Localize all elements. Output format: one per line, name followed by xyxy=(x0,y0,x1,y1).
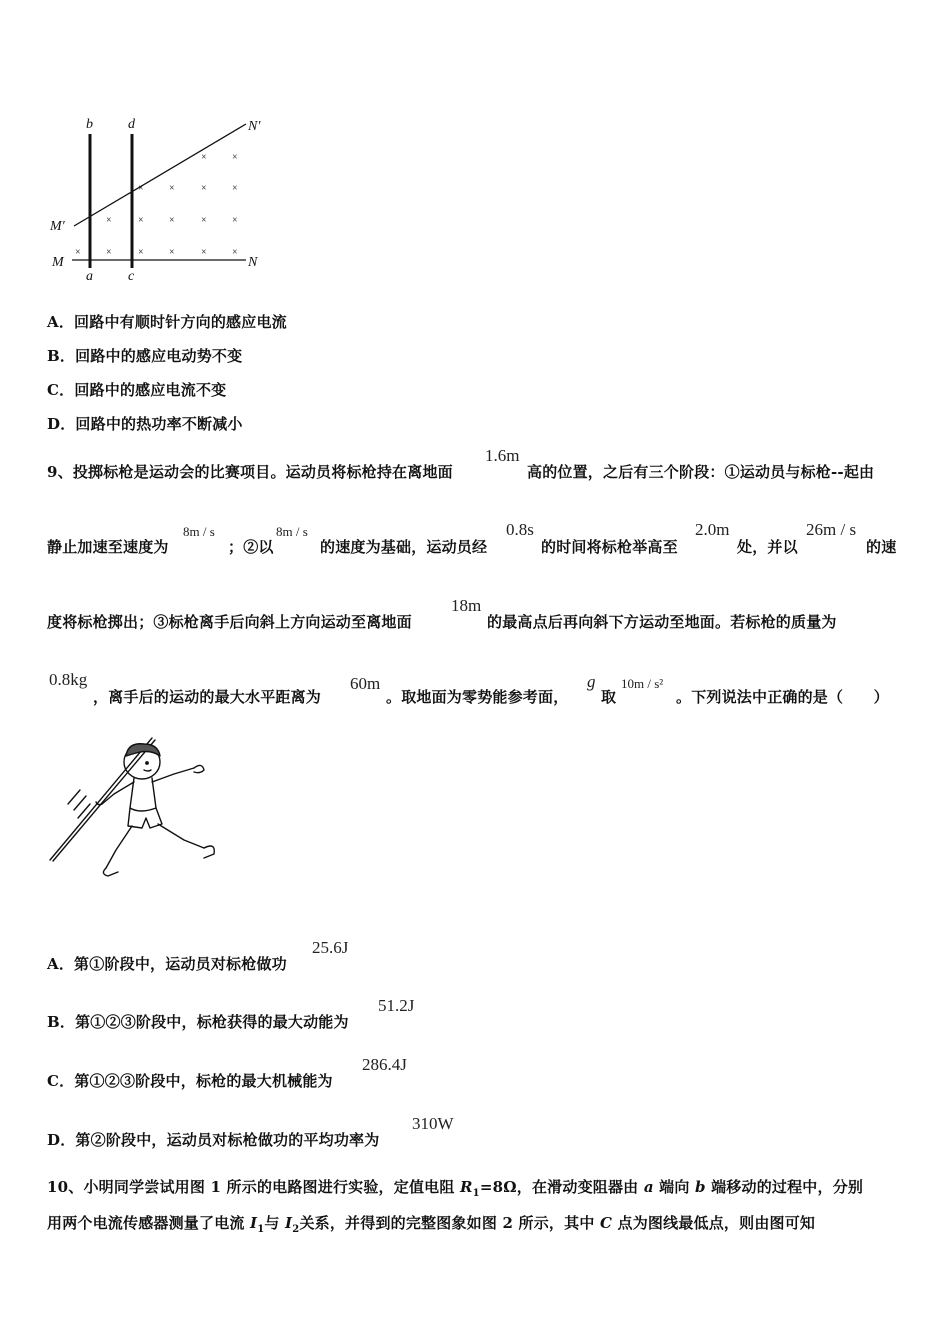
svg-text:×: × xyxy=(201,215,207,226)
label-m: M xyxy=(52,255,64,270)
svg-text:×: × xyxy=(138,183,144,194)
label-m-prime: M′ xyxy=(50,219,65,234)
svg-text:×: × xyxy=(201,152,207,163)
q9-line-2c: 的速度为基础，运动员经 xyxy=(320,538,488,556)
svg-text:×: × xyxy=(169,215,175,226)
label-a: a xyxy=(86,269,93,284)
q8-option-a: A．回路中有顺时针方向的感应电流 xyxy=(47,313,287,331)
label-c: c xyxy=(128,269,135,284)
svg-text:×: × xyxy=(232,215,238,226)
q9-option-b-value: 51.2J xyxy=(378,996,415,1015)
q9-g-value: 10m / s² xyxy=(621,676,664,691)
q9-option-d-value: 310W xyxy=(412,1114,454,1133)
q9-speed1-value: 8m / s xyxy=(183,524,215,539)
q9-option-a: A．第①阶段中，运动员对标枪做功 xyxy=(47,955,287,973)
q9-distance-value: 60m xyxy=(350,674,381,693)
svg-text:×: × xyxy=(232,152,238,163)
q9-line-4b: 。取地面为零势能参考面， xyxy=(386,688,569,706)
q9-line-4d: 。下列说法中正确的是（ ） xyxy=(676,688,889,706)
svg-text:×: × xyxy=(106,215,112,226)
q9-line-2b: ；②以 xyxy=(228,538,274,556)
q9-g-symbol: g xyxy=(587,672,596,691)
rail-m-prime-n-prime xyxy=(74,124,246,226)
q9-line-3a: 度将标枪掷出；③标枪离手后向斜上方向运动至离地面 xyxy=(47,613,412,631)
label-n: N xyxy=(248,255,258,270)
induction-diagram xyxy=(40,108,280,288)
q9-line-2e: 处，并以 xyxy=(737,538,798,556)
svg-text:×: × xyxy=(169,183,175,194)
svg-text:×: × xyxy=(201,183,207,194)
label-b: b xyxy=(86,117,93,132)
q9-line-2a: 静止加速至速度为 xyxy=(47,538,169,556)
q9-line-4a: ，离手后的运动的最大水平距离为 xyxy=(93,688,322,706)
svg-text:×: × xyxy=(232,247,238,258)
svg-text:×: × xyxy=(232,183,238,194)
svg-text:×: × xyxy=(106,247,112,258)
q9-height-value: 1.6m xyxy=(485,446,520,465)
q9-option-c: C．第①②③阶段中，标枪的最大机械能为 xyxy=(47,1072,333,1090)
q10-line-1: 10、小明同学尝试用图 1 所示的电路图进行实验，定值电阻 $R_1=8\Omega$，在滑动变阻器由 a 端向 b 端移动的过程中，分别 xyxy=(47,1178,864,1199)
label-d: d xyxy=(128,117,135,132)
svg-text:×: × xyxy=(169,247,175,258)
svg-text:×: × xyxy=(75,247,81,258)
svg-text:×: × xyxy=(138,247,144,258)
q9-time-value: 0.8s xyxy=(506,520,534,539)
svg-text:×: × xyxy=(201,247,207,258)
label-n-prime: N′ xyxy=(248,119,261,134)
q8-option-b: B．回路中的感应电动势不变 xyxy=(47,347,243,365)
q9-height2-value: 2.0m xyxy=(695,520,730,539)
q9-speed3-value: 26m / s xyxy=(806,520,857,539)
q9-line-1a: 9、投掷标枪是运动会的比赛项目。运动员将标枪持在离地面 xyxy=(47,463,453,481)
q9-option-c-value: 286.4J xyxy=(362,1055,407,1074)
q9-line-2f: 的速 xyxy=(866,538,897,556)
q8-option-d: D．回路中的热功率不断减小 xyxy=(47,415,243,433)
q9-line-4c: 取 xyxy=(601,688,617,706)
svg-text:×: × xyxy=(138,215,144,226)
q9-option-b: B．第①②③阶段中，标枪获得的最大动能为 xyxy=(47,1013,349,1031)
javelin-thrower-illustration xyxy=(44,732,224,882)
q9-option-d: D．第②阶段中，运动员对标枪做功的平均功率为 xyxy=(47,1131,380,1149)
q10-line-2: 用两个电流传感器测量了电流 $I_1$与 $I_2$关系，并得到的完整图象如图 2 所示，其中 C 点为图线最低点，则由图可知 xyxy=(47,1214,816,1235)
q9-line-3b: 的最高点后再向斜下方运动至地面。若标枪的质量为 xyxy=(487,613,837,631)
q9-speed2-value: 8m / s xyxy=(276,524,308,539)
q9-mass-value: 0.8kg xyxy=(49,670,88,689)
q9-line-1b: 高的位置，之后有三个阶段：①运动员与标枪--起由 xyxy=(527,463,875,481)
q8-option-c: C．回路中的感应电流不变 xyxy=(47,381,227,399)
q9-top-value: 18m xyxy=(451,596,482,615)
magnetic-field-crosses xyxy=(75,152,238,258)
q9-option-a-value: 25.6J xyxy=(312,938,349,957)
q9-line-2d: 的时间将标枪举高至 xyxy=(541,538,678,556)
